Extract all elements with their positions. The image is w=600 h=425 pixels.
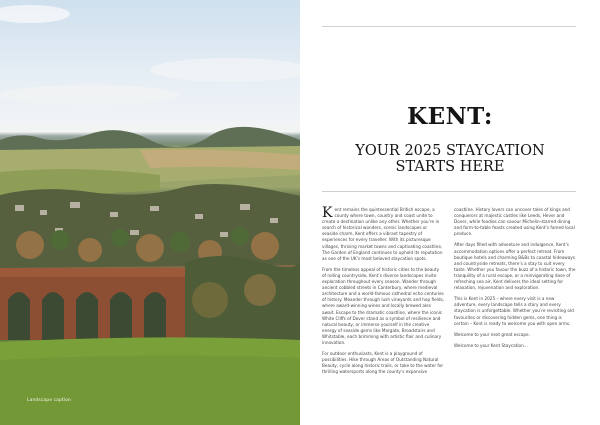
paragraph: From the timeless appeal of historic cities to the beauty of rolling countryside, Kent’s diverse landscapes invite exploration throughout every season. Wander through ancient cobbled streets in Canterbury, where medieval architecture and a world-famous cathedral echo centuries of history. Meander through lush vineyards and hop fields, where award-winning wines and locally brewed ales await. Escape to the dramatic coastline, where the iconic White Cliffs of Dover stand as a symbol of resilience and natural beauty, or immerse yourself in the creative energy of seaside gems like Margate, Broadstairs and Whitstable, each brimming with artistic flair and culinary innovation. bbox=[322, 266, 444, 345]
subheadline-line-2: STARTS HERE bbox=[395, 159, 505, 175]
photo-caption: Landscape caption bbox=[27, 398, 72, 403]
paragraph: Welcome to your Kent Staycation… bbox=[454, 342, 528, 348]
subheadline-line-1: YOUR 2025 STAYCATION bbox=[355, 143, 545, 159]
subheadline bbox=[300, 143, 600, 175]
article-page bbox=[300, 0, 600, 425]
paragraph bbox=[322, 207, 444, 262]
paragraph: This is Kent in 2025 – where every visit is a new adventure, every landscape tells a story and every staycation is unforgettable. Whether you’re revisiting old favourites or discovering hidden gems, one thing is certain – Kent is ready to welcome you with open arms. bbox=[454, 296, 574, 326]
drop-cap: K bbox=[322, 205, 333, 221]
article-column-left bbox=[322, 207, 444, 380]
paragraph-text: ent remains the quintessential British escape, a county where town, country and coast unite to create a destination unlike any other. Whether you’re in search of historical wonders, scenic landscapes or seaside charm, Kent offers a vibrant tapestry of experiences for every traveller. With its picturesque villages, thriving market towns and captivating coastline, The Garden of England continues to uphold its reputation as one of the UK’s most beloved staycation spots. bbox=[322, 207, 443, 261]
paragraph: For outdoor enthusiasts, Kent is a playground of possibilities. Hike through Areas of Outstanding Natural Beauty, cycle along historic trails, or take to the water for thrilling watersports along the county’s expansive bbox=[322, 351, 444, 375]
headline: KENT: bbox=[407, 103, 493, 130]
section-divider bbox=[322, 191, 576, 192]
viaduct bbox=[0, 268, 190, 340]
top-divider bbox=[322, 26, 576, 27]
paragraph: coastline. History lovers can uncover tales of kings and conquerors at majestic castles like Leeds, Hever and Dover, while foodies can savour Michelin-starred dining and farm-to-table feasts created using Kent’s famed local produce. bbox=[454, 207, 575, 237]
paragraph: After days filled with adventure and indulgence, Kent’s accommodation options offer a perfect retreat. From boutique hotels and charming B&Bs to coastal hideaways and countryside retreats, there’s a stay to suit every taste. Whether you favour the buzz of a historic town, the tranquility of a rural escape, or a reinvigorating dose of refreshing sea air, Kent delivers the ideal setting for relaxation, rejuvenation and exploration. bbox=[454, 242, 576, 291]
paragraph: Welcome to your next great escape. bbox=[454, 331, 530, 337]
article-column-right bbox=[454, 207, 576, 354]
